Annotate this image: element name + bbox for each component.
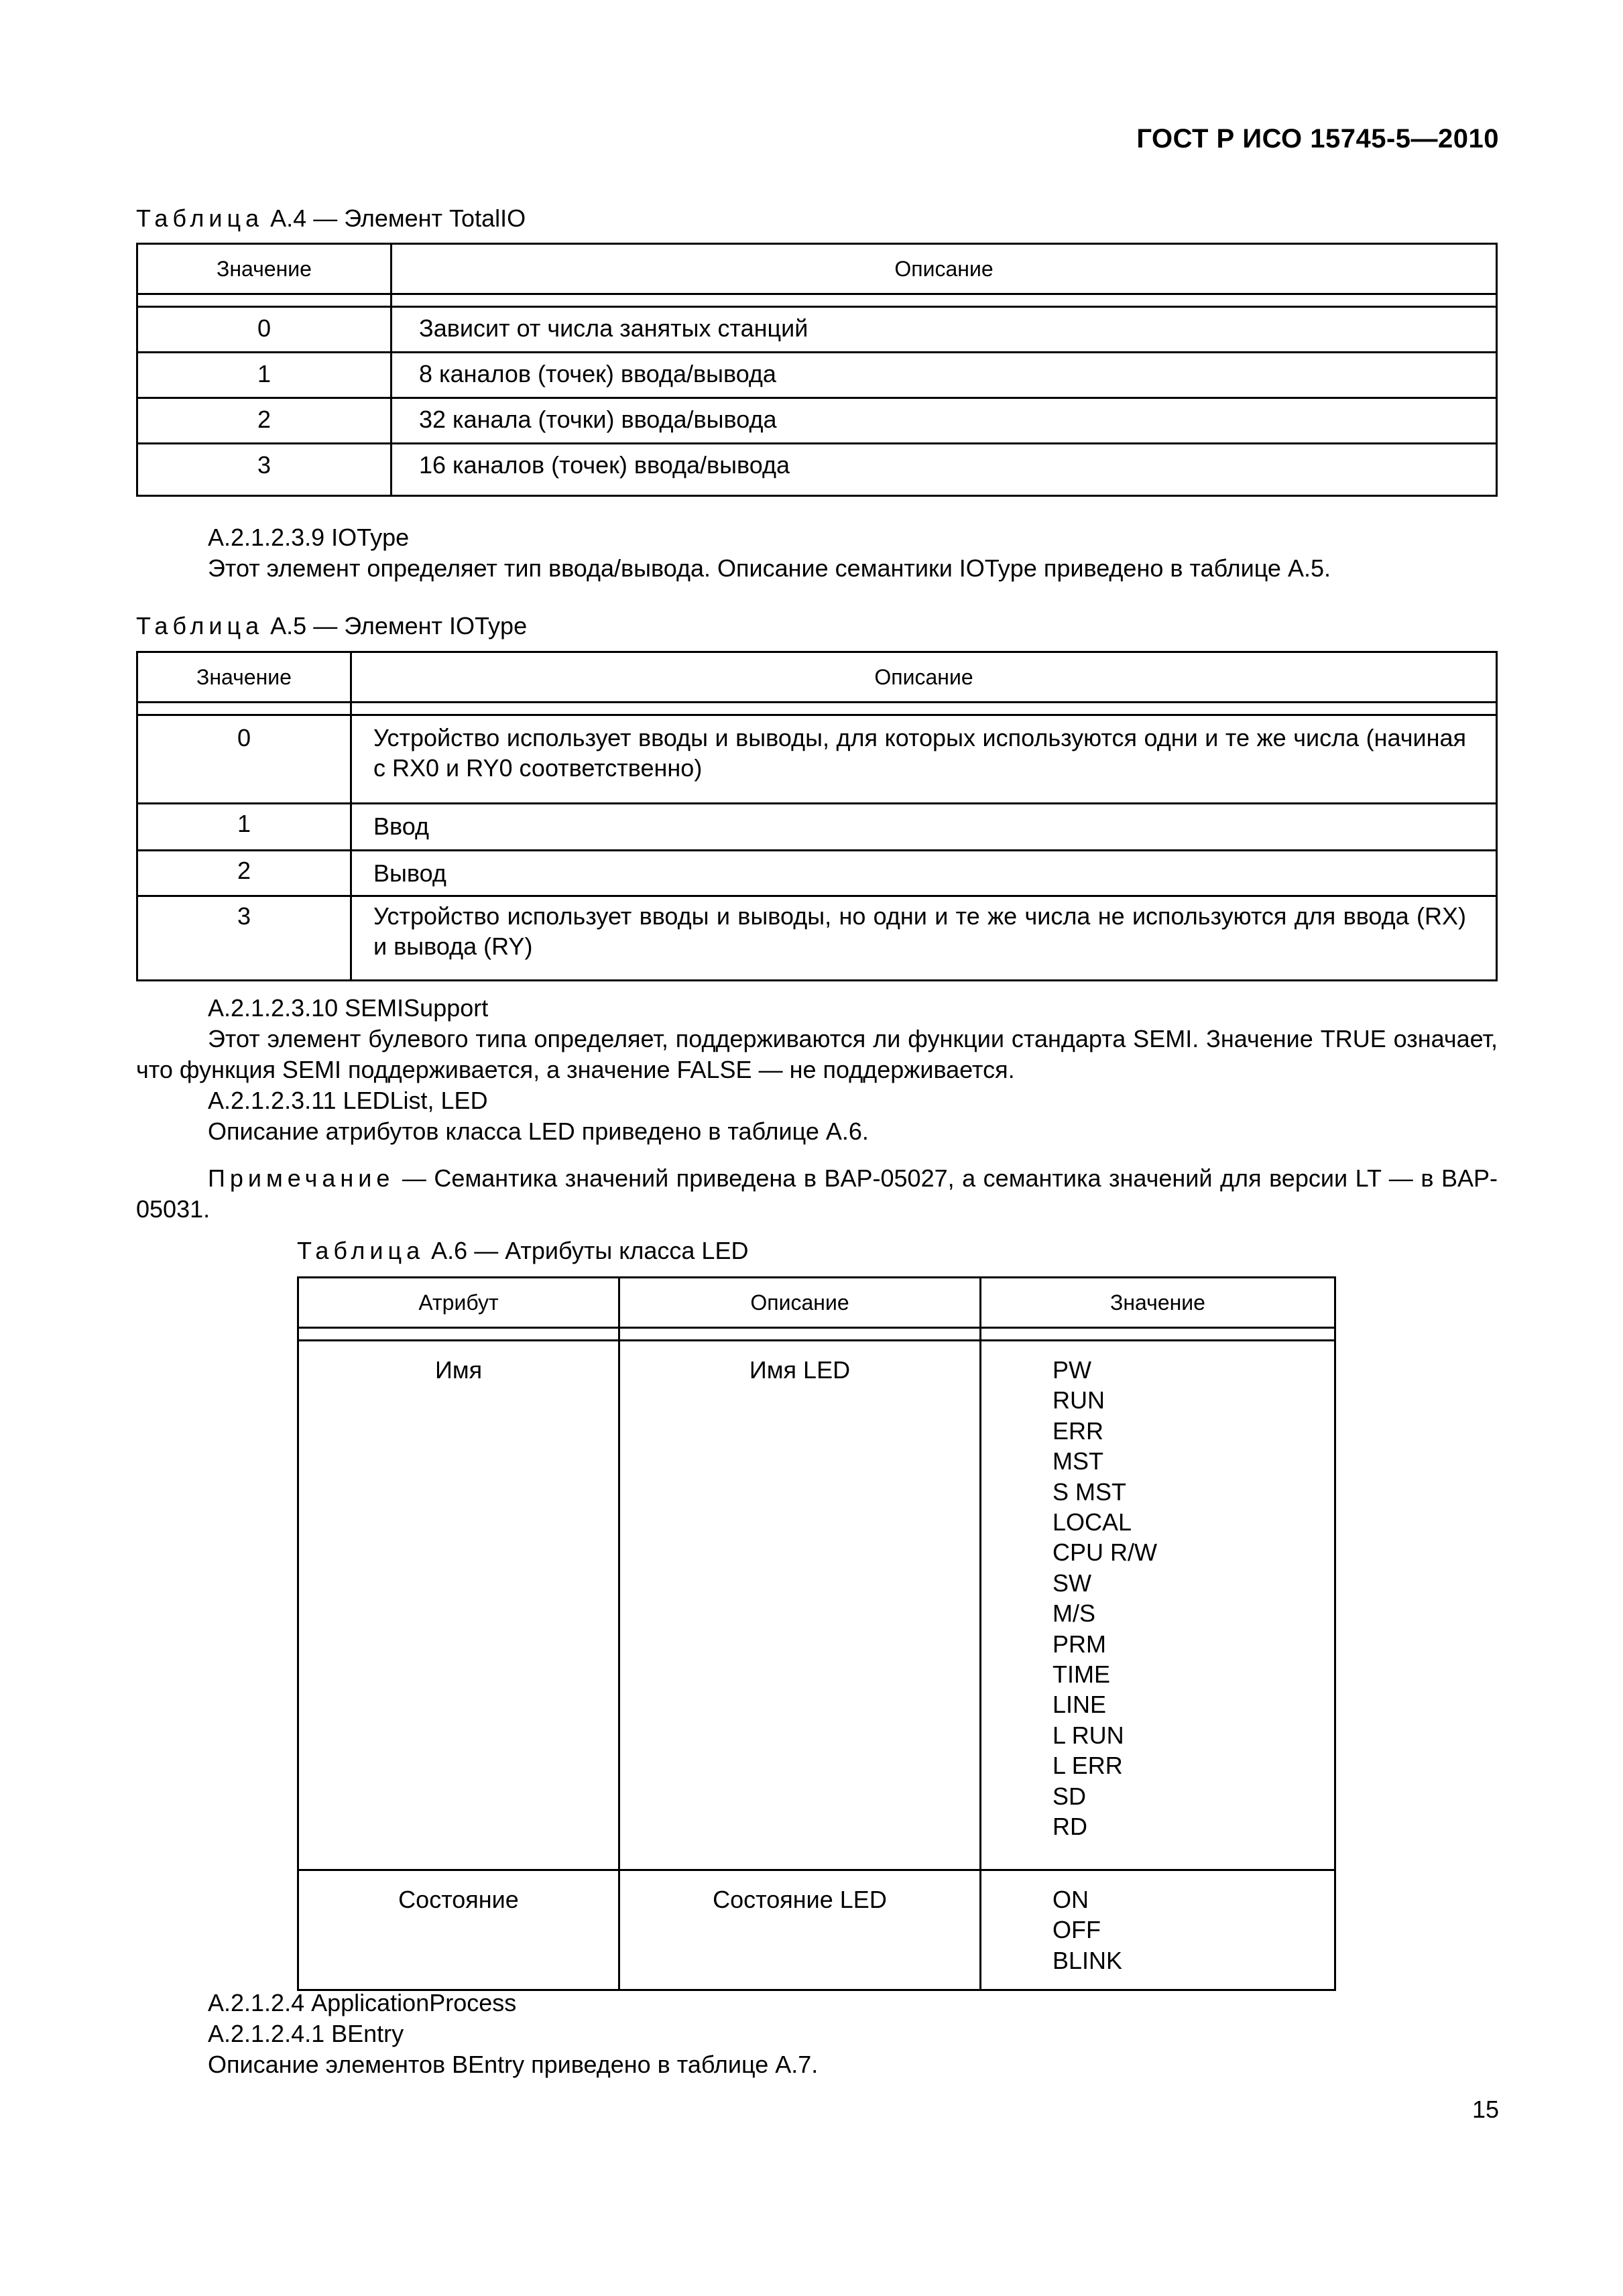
led-state-values — [981, 1870, 1335, 1990]
led-value: TIME — [1053, 1660, 1110, 1689]
table-a4-caption-word: Таблица — [136, 204, 264, 232]
led-value: RD — [1053, 1813, 1087, 1841]
table-row: Имя Имя LED PW RUN ERR MST S MST LOCAL CPU R/W SW M/S PRM TIME LINE L RUN L ERR SD RD — [298, 1341, 1335, 1870]
table-a4-header-value: Значение — [137, 244, 392, 294]
table-a6-caption-rest: А.6 — Атрибуты класса LED — [424, 1237, 749, 1264]
led-value: M/S — [1053, 1599, 1096, 1628]
table-a6-caption-word: Таблица — [297, 1237, 425, 1264]
led-value: L RUN — [1053, 1721, 1124, 1749]
table-row: 1 Ввод — [137, 804, 1497, 851]
led-value: L ERR — [1053, 1752, 1123, 1780]
table-a5 — [136, 651, 1498, 981]
table-row: 2 Вывод — [137, 851, 1497, 896]
table-row: 1 8 каналов (точек) ввода/вывода — [137, 353, 1497, 398]
section-led-heading: А.2.1.2.3.11 LEDList, LED — [208, 1087, 488, 1114]
led-value: MST — [1053, 1447, 1103, 1475]
table-a6-caption — [297, 1235, 748, 1266]
document-code: ГОСТ Р ИСО 15745-5—2010 — [1136, 124, 1499, 154]
table-a5-header-desc: Описание — [351, 652, 1497, 703]
led-value: ERR — [1053, 1416, 1104, 1445]
table-a4-header-desc: Описание — [392, 244, 1497, 294]
section-semi-heading: А.2.1.2.3.10 SEMISupport — [208, 994, 489, 1022]
table-row: 3 16 каналов (точек) ввода/вывода — [137, 444, 1497, 496]
table-a6-header-value: Значение — [981, 1278, 1335, 1328]
led-value: ON — [1053, 1886, 1089, 1913]
table-a4-caption — [136, 203, 526, 234]
table-a6-header-desc: Описание — [619, 1278, 981, 1328]
led-value: LINE — [1053, 1691, 1107, 1719]
note-label: Примечание — [208, 1164, 395, 1192]
led-value: CPU R/W — [1053, 1538, 1157, 1567]
table-a5-caption — [136, 611, 527, 642]
section-bentry-heading: А.2.1.2.4.1 BEntry — [208, 2020, 404, 2047]
led-value: RUN — [1053, 1386, 1105, 1414]
page-number: 15 — [1471, 2096, 1499, 2123]
led-value: S MST — [1053, 1477, 1127, 1506]
table-a5-caption-rest: А.5 — Элемент IOType — [263, 612, 528, 640]
table-row: Состояние Состояние LED ON OFF BLINK — [298, 1870, 1335, 1990]
section-bentry-text: Описание элементов BEntry приведено в таблице А.7. — [208, 2051, 819, 2078]
table-row: 3 Устройство использует вводы и выводы, но одни и те же числа не используются для ввода (RX) и вывода (RY) — [137, 896, 1497, 981]
table-a6-header-attr: Атрибут — [298, 1278, 619, 1328]
led-value: OFF — [1053, 1916, 1101, 1944]
table-a6 — [297, 1276, 1336, 1991]
table-row: 0 Устройство использует вводы и выводы, для которых используются одни и те же числа (начиная с RX0 и RY0 соответственно) — [137, 715, 1497, 804]
led-name-values — [981, 1341, 1335, 1870]
section-app-heading: А.2.1.2.4 ApplicationProcess — [208, 1989, 517, 2016]
led-value: PW — [1053, 1356, 1091, 1384]
section-iotype-text: Этот элемент определяет тип ввода/вывода. Описание семантики IOType приведено в таблице А.5. — [208, 554, 1331, 582]
led-value: LOCAL — [1053, 1508, 1132, 1536]
section-iotype-heading: А.2.1.2.3.9 IOType — [208, 524, 410, 551]
led-value: PRM — [1053, 1630, 1106, 1658]
led-value: SD — [1053, 1782, 1087, 1810]
table-row: 2 32 канала (точки) ввода/вывода — [137, 398, 1497, 444]
section-semi-text: Этот элемент булевого типа определяет, поддерживаются ли функции стандарта SEMI. Значение TRUE означает, что функция SEMI поддерживается, а значение FALSE — не поддерживается. — [136, 1025, 1498, 1083]
note-text: — Семантика значений приведена в BAP-05027, а семантика значений для версии LT — в BAP-05031. — [136, 1164, 1498, 1223]
section-led-text: Описание атрибутов класса LED приведено в таблице А.6. — [208, 1117, 869, 1145]
table-a5-header-value: Значение — [137, 652, 351, 703]
table-a5-caption-word: Таблица — [136, 612, 264, 640]
led-value: BLINK — [1053, 1946, 1123, 1974]
table-row: 0 Зависит от числа занятых станций — [137, 307, 1497, 353]
table-a4 — [136, 243, 1498, 497]
led-value: SW — [1053, 1569, 1091, 1597]
note — [136, 1163, 1498, 1225]
table-a4-caption-rest: А.4 — Элемент TotalIO — [263, 204, 526, 232]
